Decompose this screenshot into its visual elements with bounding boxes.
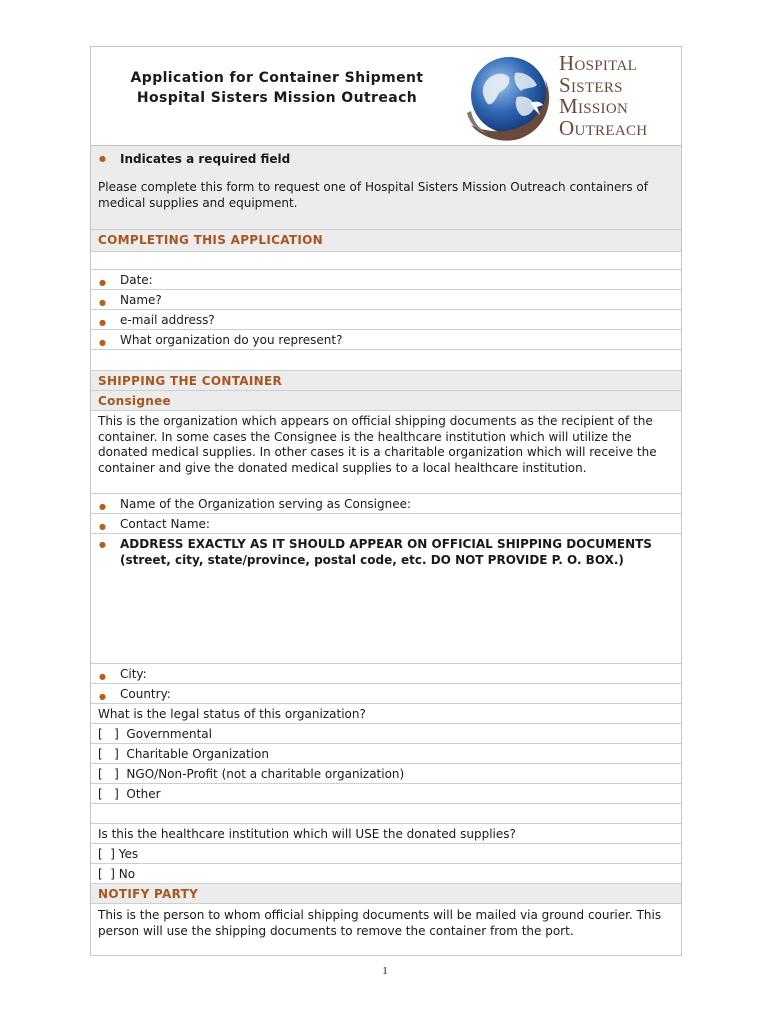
- notify-heading: NOTIFY PARTY: [98, 887, 199, 901]
- legal-option-governmental[interactable]: [ ] Governmental: [91, 724, 681, 744]
- contact-name-field[interactable]: ● Contact Name:: [91, 514, 681, 534]
- consignee-name-field[interactable]: ● Name of the Organization serving as Consignee:: [91, 494, 681, 514]
- notify-description: This is the person to whom official shipping documents will be mailed via ground courier. This person will use the shipping documents to remove the container from the port.: [91, 904, 681, 956]
- address-field[interactable]: ● ADDRESS EXACTLY AS IT SHOULD APPEAR ON OFFICIAL SHIPPING DOCUMENTS (street, city, state/province, postal code, etc. DO NOT PROVIDE P. O. BOX.): [91, 534, 681, 664]
- globe-logo-icon: [461, 49, 557, 145]
- blank-row: [91, 350, 681, 371]
- intro-block: [91, 146, 681, 230]
- shipping-heading: SHIPPING THE CONTAINER: [98, 374, 283, 388]
- organization-field[interactable]: ● What organization do you represent?: [91, 330, 681, 350]
- completing-heading: COMPLETING THIS APPLICATION: [98, 233, 323, 247]
- blank-row: [91, 252, 681, 270]
- notify-heading-row: [91, 884, 681, 904]
- consignee-heading: Consignee: [98, 394, 171, 408]
- date-field[interactable]: ● Date:: [91, 270, 681, 290]
- city-field[interactable]: ● City:: [91, 664, 681, 684]
- legal-option-other[interactable]: [ ] Other: [91, 784, 681, 804]
- shipping-heading-row: [91, 371, 681, 391]
- legal-option-ngo[interactable]: [ ] NGO/Non-Profit (not a charitable organization): [91, 764, 681, 784]
- consignee-heading-row: [91, 391, 681, 411]
- logo-wordmark: Hospital Sisters Mission Outreach: [559, 51, 648, 140]
- blank-row: [91, 804, 681, 824]
- form-title: Application for Container Shipment: [130, 70, 424, 86]
- form-subtitle: Hospital Sisters Mission Outreach: [136, 90, 418, 106]
- legal-status-question: What is the legal status of this organization?: [91, 704, 681, 724]
- consignee-description: This is the organization which appears on official shipping documents as the recipient of the container. In some cases the Consignee is the healthcare institution which will utilize the donated medical supplies. In other cases it is a charitable organization which will receive the container and give the donated medical supplies to a local healthcare institution.: [91, 411, 681, 494]
- use-question: Is this the healthcare institution which will USE the donated supplies?: [91, 824, 681, 844]
- form-header: [91, 47, 681, 146]
- use-option-no[interactable]: [ ] No: [91, 864, 681, 884]
- email-field[interactable]: ● e-mail address?: [91, 310, 681, 330]
- completing-heading-row: [91, 230, 681, 252]
- legal-option-charitable[interactable]: [ ] Charitable Organization: [91, 744, 681, 764]
- country-field[interactable]: ● Country:: [91, 684, 681, 704]
- form-page: [90, 46, 682, 956]
- use-option-yes[interactable]: [ ] Yes: [91, 844, 681, 864]
- name-field[interactable]: ● Name?: [91, 290, 681, 310]
- intro-text: Please complete this form to request one of Hospital Sisters Mission Outreach containers of medical supplies and equipment.: [98, 180, 648, 210]
- page-number: 1: [382, 965, 388, 977]
- required-field-note: ● Indicates a required field: [91, 146, 674, 169]
